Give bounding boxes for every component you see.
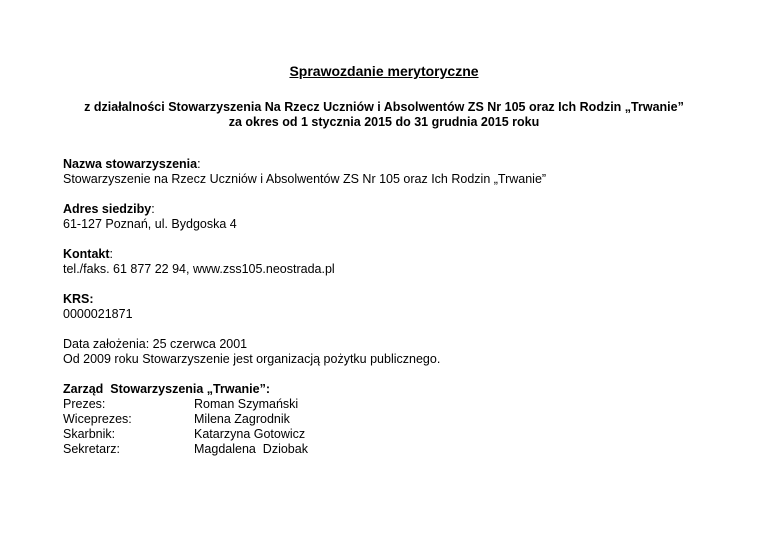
board-member-name: Magdalena Dziobak [194,442,308,456]
document-subtitle [0,100,768,130]
name-value: Stowarzyszenie na Rzecz Uczniów i Absolwentów ZS Nr 105 oraz Ich Rodzin „Trwanie” [63,172,547,186]
board-role: Skarbnik: [63,427,116,441]
subtitle-line-2: za okres od 1 stycznia 2015 do 31 grudnia 2015 roku [228,115,540,129]
board-member-row [63,412,743,427]
board-member-row [63,427,743,442]
board-role: Wiceprezes: [63,412,132,426]
krs-section [63,292,743,322]
subtitle-line-1: z działalności Stowarzyszenia Na Rzecz Uczniów i Absolwentów ZS Nr 105 oraz Ich Rodzin „Trwanie” [84,100,684,114]
board-section [63,382,743,457]
contact-value: tel./faks. 61 877 22 94, www.zss105.neostrada.pl [63,262,335,276]
document-title: Sprawozdanie merytoryczne [289,63,479,79]
contact-colon: : [109,247,114,261]
document-content [63,157,743,472]
address-label: Adres siedziby [63,202,152,216]
board-member-name: Roman Szymański [194,397,299,411]
board-role: Prezes: [63,397,106,411]
address-section [63,202,743,232]
board-member-row [63,397,743,412]
board-member-row [63,442,743,457]
board-role: Sekretarz: [63,442,120,456]
board-member-name: Milena Zagrodnik [194,412,290,426]
contact-section [63,247,743,277]
name-colon: : [197,157,201,171]
founded-date: Data założenia: 25 czerwca 2001 [63,337,248,351]
opp-status: Od 2009 roku Stowarzyszenie jest organizacją pożytku publicznego. [63,352,441,366]
board-heading: Zarząd Stowarzyszenia „Trwanie”: [63,382,271,396]
info-section [63,337,743,367]
board-member-name: Katarzyna Gotowicz [194,427,306,441]
krs-label: KRS: [63,292,94,306]
address-colon: : [151,202,155,216]
name-section [63,157,743,187]
address-value: 61-127 Poznań, ul. Bydgoska 4 [63,217,237,231]
contact-label: Kontakt [63,247,110,261]
name-label: Nazwa stowarzyszenia [63,157,198,171]
krs-value: 0000021871 [63,307,133,321]
